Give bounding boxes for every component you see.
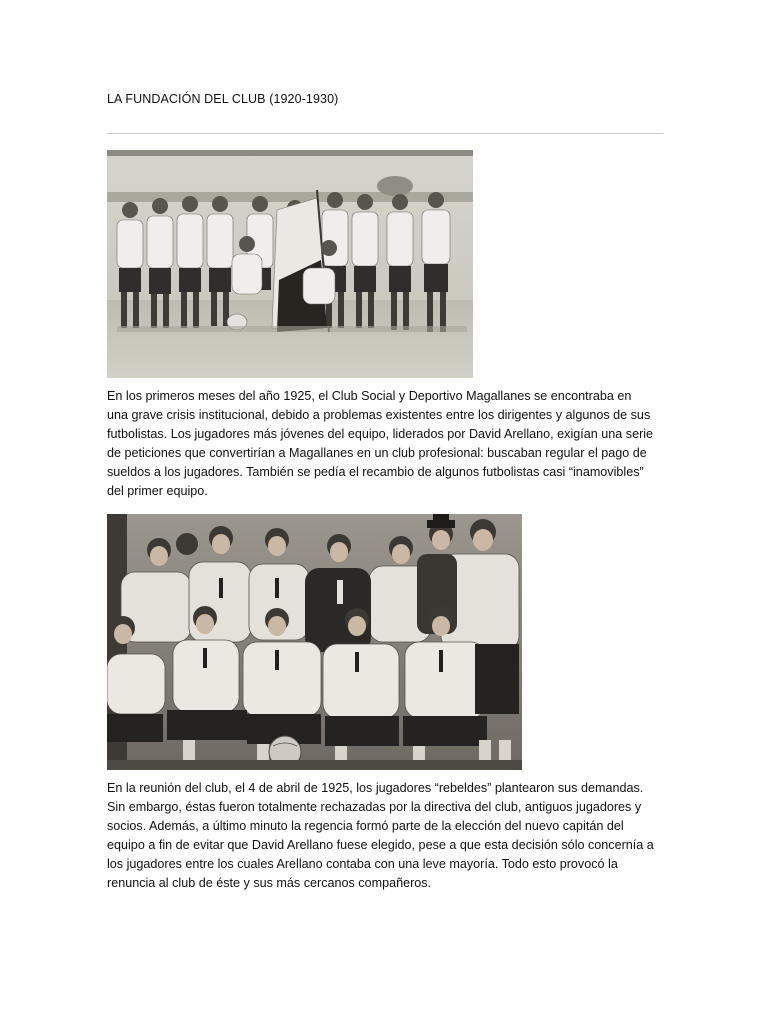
team-photo-1920s [107,150,473,378]
paragraph-2: En la reunión del club, el 4 de abril de 1925, los jugadores “rebeldes” plantearon sus demandas. Sin embargo, éstas fueron totalmente rechazadas por la directiva del club, antiguos jugadores y socios. Además, a último minuto la regencia formó parte de la elección del nuevo capitán del equipo a fin de evitar que David Arellano fuese elegido, pese a que esta decisión sólo concernía a los jugadores entre los cuales Arellano contaba con una leve mayoría. Todo esto provocó la renuncia al club de éste y sus más cercanos compañeros. [107,781,654,890]
title-divider [107,133,663,134]
paragraph-1: En los primeros meses del año 1925, el Club Social y Deportivo Magallanes se encontraba en una grave crisis institucional, debido a problemas existentes entre los dirigentes y algunos de sus futbolistas. Los jugadores más jóvenes del equipo, liderados por David Arellano, exigían una serie de peticiones que convertirían a Magallanes en un club profesional: buscaban regular el pago de sueldos a los jugadores. También se pedía el recambio de algunos futbolistas casi “inamovibles” del primer equipo. [107,389,654,498]
page-title: LA FUNDACIÓN DEL CLUB (1920-1930) [107,92,339,106]
team-photo-1925 [107,514,522,770]
